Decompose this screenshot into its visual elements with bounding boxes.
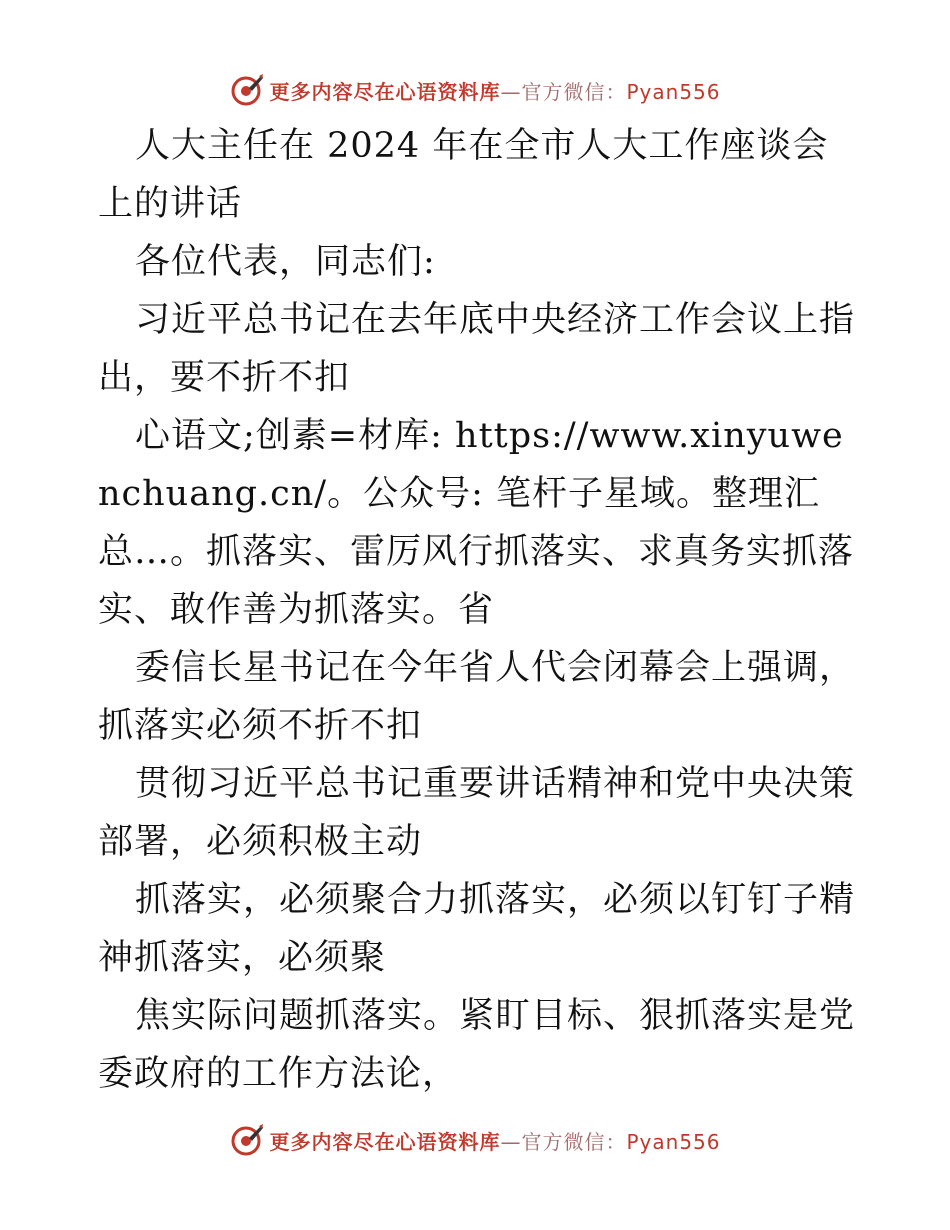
footer-wechat-id: Pyan556 [626, 1129, 721, 1154]
header-official-text: —官方微信： [500, 79, 627, 104]
paragraph: 焦实际问题抓落实。紧盯目标、狠抓落实是党委政府的工作方法论， [98, 996, 856, 1094]
salutation: 各位代表，同志们: [135, 242, 436, 282]
footer-banner-text [269, 1126, 720, 1155]
document-title: 人大主任在 2024 年在全市人大工作座谈会上的讲话 [98, 126, 829, 224]
paragraph: 心语文;创素=材库: https://www.xinyuwenchuang.cn/。公众号: 笔杆子星域。整理汇总…。抓落实、雷厉风行抓落实、求真务实抓落实、敢作善为抓落实。省 [98, 416, 855, 630]
paragraph: 习近平总书记在去年底中央经济工作会议上指出，要不折不扣 [98, 300, 856, 398]
paragraph: 贯彻习近平总书记重要讲话精神和党中央决策部署，必须积极主动 [98, 764, 856, 862]
document-body [98, 117, 858, 1103]
footer-brand-text: 更多内容尽在心语资料库 [269, 1129, 501, 1154]
quill-circle-logo-icon [229, 1122, 265, 1158]
paragraph: 抓落实，必须聚合力抓落实，必须以钉钉子精神抓落实，必须聚 [98, 880, 856, 978]
header-banner-text [269, 76, 720, 105]
paragraph: 委信长星书记在今年省人代会闭幕会上强调，抓落实必须不折不扣 [98, 648, 856, 746]
quill-circle-logo-icon [229, 72, 265, 108]
footer-official-text: —官方微信： [500, 1129, 627, 1154]
header-banner [0, 70, 950, 110]
header-brand-text: 更多内容尽在心语资料库 [269, 79, 501, 104]
header-wechat-id: Pyan556 [626, 79, 721, 104]
footer-banner [0, 1120, 950, 1160]
